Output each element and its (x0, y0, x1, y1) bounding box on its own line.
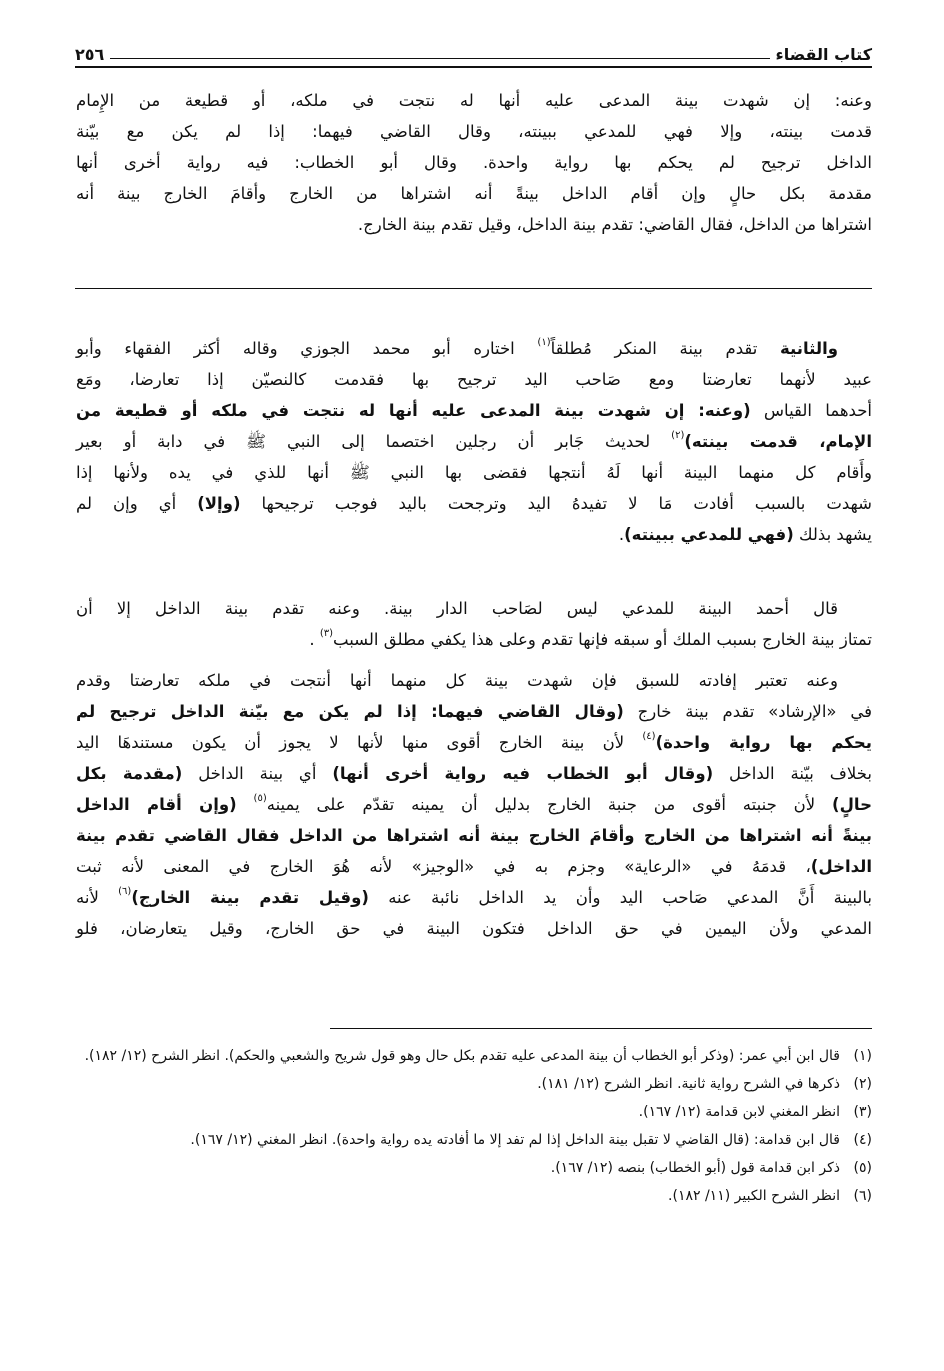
header-rule (110, 58, 769, 59)
footnote (76, 1098, 872, 1126)
text-line (76, 426, 872, 457)
footnote-number: (٣) (853, 1104, 872, 1120)
footnote (76, 1182, 872, 1210)
footnote (76, 1154, 872, 1182)
text-line (76, 820, 872, 851)
text-line (76, 789, 872, 820)
footnote-text: ذكرها في الشرح رواية ثانية. انظر الشرح (١٢/ ١٨١). (537, 1076, 840, 1092)
text-run: وعنه تعتبر إفادته للسبق فإن شهدت بينة كل منهما أنها أنتجت في ملكه تعارضتا وقدم (76, 671, 838, 690)
footnote-marker: (٤) (642, 731, 656, 742)
text-line (76, 882, 872, 913)
bold-matn-quote: (وقال القاضي فيهما: إذا لم يكن مع بيّنة الداخل ترجيح لم (76, 702, 624, 721)
bold-matn-quote: (مقدمة بكل (76, 764, 183, 783)
footnote-marker: (٥) (253, 793, 267, 804)
commentary-paragraph-3 (76, 665, 872, 944)
text-run: مقدمة بكل حالٍ وإن أقام الداخل بينةً أنه اشتراها من الخارج وأقامَ الخارج بينة أنه (76, 184, 872, 203)
text-run: قدمت بينته، وإلا فهي للمدعي ببينته، وقال القاضي فيهما: إذا لم يكن مع بيّنة (76, 122, 872, 141)
text-run: المدعي ولأن اليمين في حق الداخل فتكون البينة في حق الخارج، وقيل يتعارضان، فلو (76, 919, 872, 938)
text-run: وأَقام كل منهما البينة أنها لَهُ أنتجها فقضى بها النبي ﷺ أنها للذي في يده ولأنها إذا (76, 463, 872, 482)
text-line (76, 333, 872, 364)
text-run: اختاره أبو محمد الجوزي وقاله أكثر الفقهاء وأبو (76, 339, 538, 358)
page-number: ٢٥٦ (75, 45, 105, 64)
text-line (76, 851, 872, 882)
text-run: أحدهما القياس (750, 401, 873, 420)
text-line (76, 519, 872, 550)
text-line (76, 665, 872, 696)
text-run: الداخل ترجيح لم يحكم بها رواية واحدة. وقال أبو الخطاب: فيه رواية أخرى أنها (76, 153, 872, 172)
bold-matn-quote: حالٍ) (832, 795, 872, 814)
text-run: لأنه (76, 888, 119, 907)
footnote-number: (١) (853, 1048, 872, 1064)
footnote (76, 1070, 872, 1098)
footnote-text: ذكر ابن قدامة قول (أبو الخطاب) بنصه (١٢/ ١٦٧). (550, 1160, 840, 1176)
text-run: أي بينة الداخل (182, 764, 333, 783)
text-line (76, 488, 872, 519)
footnote (76, 1042, 872, 1070)
text-run: في «الإرشاد» تقدم بينة خارج (623, 702, 872, 721)
text-run: . (618, 525, 625, 544)
text-line (76, 364, 872, 395)
matn-text (76, 85, 872, 240)
footnote-number: (٥) (853, 1160, 872, 1176)
text-line (76, 178, 872, 209)
footnote-separator (330, 1028, 872, 1029)
bold-matn-quote: (وقيل تقدم بينة الخارج) (131, 888, 369, 907)
text-line (76, 696, 872, 727)
text-run: تقدم بينة المنكر مُطلقاً (550, 339, 781, 358)
text-line (76, 624, 872, 655)
text-run: يشهد بذلك (793, 525, 872, 544)
commentary-paragraph-2 (76, 593, 872, 655)
text-run: قال أحمد البينة للمدعي ليس لصَاحب الدار بينة. وعنه تقدم بينة الداخل إلا أن (76, 599, 838, 618)
footnote-marker: (٦) (118, 886, 132, 897)
footnote-text: انظر الشرح الكبير (١١/ ١٨٢). (668, 1188, 840, 1204)
running-header (75, 38, 872, 64)
text-run: عبيد لأنهما تعارضتا ومع صَاحب اليد ترجيح بها فقدمت كالنصيّن إذا تعارضا، ومَع (76, 370, 872, 389)
text-run: بالبينة أَنَّ المدعي صَاحب اليد وأن يد الداخل نائبة عنه (368, 888, 872, 907)
footnotes (76, 1042, 872, 1210)
footnote-number: (٤) (853, 1132, 872, 1148)
text-line (76, 913, 872, 944)
text-run: لحديث جَابر أن رجلين اختصما إلى النبي ﷺ في دابة أو بعير (76, 432, 672, 451)
text-line (76, 209, 872, 240)
footnote-number: (٦) (853, 1188, 872, 1204)
bold-matn-quote: الإمام، قدمت بينته) (684, 432, 873, 451)
text-line (76, 147, 872, 178)
text-line (76, 85, 872, 116)
text-line (76, 395, 872, 426)
footnote-text: انظر المغني لابن قدامة (١٢/ ١٦٧). (638, 1104, 840, 1120)
text-run: لأن جنبته أقوى من جنبة الخارج بدليل أن يمينه تقدّم على يمينه (266, 795, 833, 814)
text-run: اشتراها من الداخل، فقال القاضي: تقدم بينة الداخل، وقيل تقدم بينة الخارج. (357, 215, 872, 234)
bold-matn-quote: والثانية (780, 339, 838, 358)
text-run: تمتاز بينة الخارج بسبب الملك أو سبقه فإنها تقدم وعلى هذا يكفي مطلق السبب (333, 630, 872, 649)
bold-matn-quote: (وإن أقام الداخل (76, 795, 237, 814)
text-run: أي وإن لم (76, 494, 198, 513)
bold-matn-quote: (وعنه: إن شهدت بينة المدعى عليه أنها له نتجت في ملكه أو قطيعة من (76, 401, 751, 420)
text-run: ، قدمَهُ في «الرعاية» وجزم به في «الوجيز» لأنه هُوَ الخارج في المعنى لأنه ثبت (76, 857, 811, 876)
bold-matn-quote: (وقال أبو الخطاب فيه رواية أخرى أنها) (332, 764, 714, 783)
text-run (237, 795, 254, 814)
text-line (76, 116, 872, 147)
text-run: شهدت بالسبب أفادت مَا لا تفيدهُ اليد وترجحت باليد فوجب ترجيحها (240, 494, 872, 513)
text-line (76, 727, 872, 758)
commentary-paragraph-1 (76, 333, 872, 550)
bold-matn-quote: بينةً أنه اشتراها من الخارج وأقامَ الخارج بينة أنه اشتراها من الداخل فقال القاضي تقدم بينة (76, 826, 872, 845)
bold-matn-quote: (وإلا) (197, 494, 241, 513)
matn-separator (75, 288, 872, 289)
footnote-text: قال ابن أبي عمر: (وذكر أبو الخطاب أن بينة المدعى عليه تقدم بكل حال وهو قول شريح والشعبي والحكم). انظر الشرح (١٢/ ١٨٢). (84, 1048, 840, 1064)
chapter-title: كتاب القضاء (775, 45, 872, 64)
text-run: بخلاف بيّنة الداخل (713, 764, 872, 783)
footnote (76, 1126, 872, 1154)
footnote-text: قال ابن قدامة: (قال القاضي لا تقبل بينة الداخل إذا لم تفد إلا ما أفادته يده رواية واحدة). انظر المغني (١٢/ ١٦٧). (190, 1132, 840, 1148)
bold-matn-quote: (فهي للمدعي ببينته) (624, 525, 794, 544)
text-line (76, 593, 872, 624)
bold-matn-quote: يحكم بها رواية واحدة) (655, 733, 872, 752)
text-run: لأن بينة الخارج أقوى منها لأنها لا يجوز أن يكون مستندهَا اليد (76, 733, 643, 752)
text-run: . (309, 630, 320, 649)
text-line (76, 758, 872, 789)
footnote-marker: (٢) (671, 430, 685, 441)
footnote-marker: (٣) (319, 628, 333, 639)
text-line (76, 457, 872, 488)
footnote-number: (٢) (853, 1076, 872, 1092)
bold-matn-quote: الداخل) (810, 857, 872, 876)
footnote-marker: (١) (537, 337, 551, 348)
header-divider (75, 66, 872, 68)
text-run: وعنه: إن شهدت بينة المدعى عليه أنها له نتجت في ملكه، أو قطيعة من الإِمام (76, 91, 872, 110)
